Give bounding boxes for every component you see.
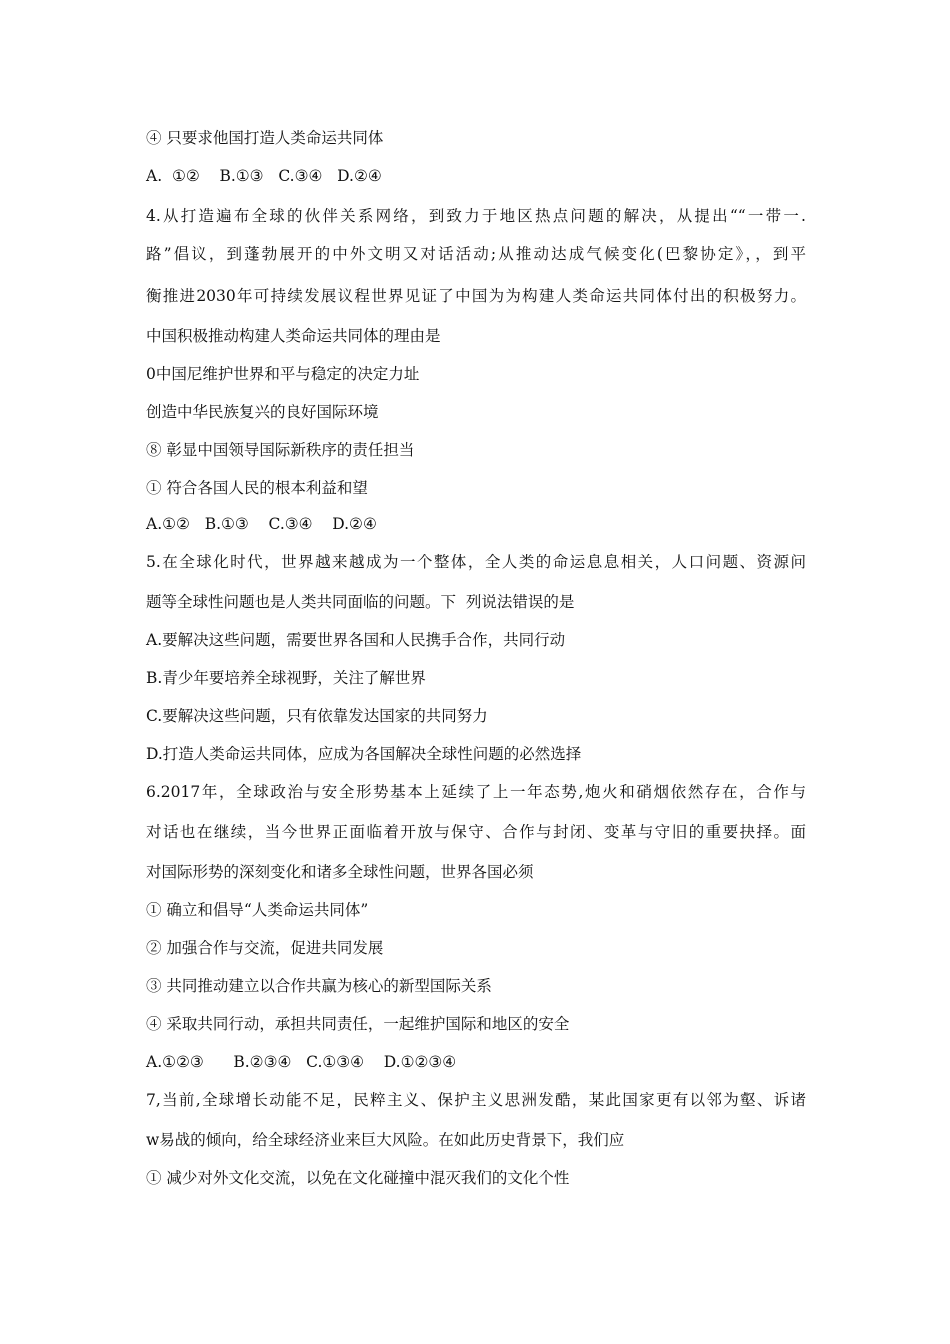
text-line: ④ 只要求他国打造人类命运共同体	[146, 129, 384, 147]
text-line: ② 加强合作与交流，促进共同发展	[146, 939, 384, 957]
text-line: C.要解决这些问题，只有依靠发达国家的共同努力	[146, 707, 488, 725]
text-line: A.①② B.①③ C.③④ D.②④	[146, 515, 377, 533]
text-line: 7,当前,全球增长动能不足，民粹主义、保护主义思洲发酷，某此国家更有以邻为壑、诉诸	[146, 1091, 806, 1109]
text-line: 5.在全球化时代，世界越来越成为一个整体，全人类的命运息息相关，人口问题、资源问	[146, 553, 806, 571]
text-line: 中国积极推动构建人类命运共同体的理由是	[146, 327, 441, 345]
text-line: w易战的倾向，给全球经济业来巨大风险。在如此历史背景下，我们应	[146, 1131, 625, 1149]
text-line: 对话也在继续，当今世界正面临着开放与保守、合作与封闭、变革与守旧的重要抉择。面	[146, 823, 806, 841]
text-line: ① 确立和倡导“人类命运共同体”	[146, 901, 369, 919]
text-line: ① 减少对外文化交流，以免在文化碰撞中混灭我们的文化个性	[146, 1169, 570, 1187]
text-line: 创造中华民族复兴的良好国际环境	[146, 403, 379, 421]
text-line: A. ①② B.①③ C.③④ D.②④	[146, 167, 382, 185]
text-line: 路”倡议，到蓬勃展开的中外文明又对话活动;从推动达成气候变化(巴黎协定》，，到平	[146, 245, 806, 263]
text-line: ① 符合各国人民的根本利益和望	[146, 479, 368, 497]
text-line: 4.从打造遍布全球的伙伴关系网络，到致力于地区热点问题的解决，从提出““一带一.	[146, 207, 806, 225]
text-line: B.青少年要培养全球视野，关注了解世界	[146, 669, 426, 687]
text-line: A.①②③ B.②③④ C.①③④ D.①②③④	[146, 1053, 457, 1071]
text-line: A.要解决这些问题，需要世界各国和人民携手合作，共同行动	[146, 631, 566, 649]
text-line: 0中国尼维护世界和平与稳定的决定力址	[146, 365, 420, 383]
text-line: 对国际形势的深刻变化和诸多全球性问题，世界各国必须	[146, 863, 534, 881]
text-line: ③ 共同推动建立以合作共赢为核心的新型国际关系	[146, 977, 492, 995]
text-line: 6.2017年，全球政治与安全形势基本上延续了上一年态势,炮火和硝烟依然存在，合作与	[146, 783, 806, 801]
text-line: 题等全球性问题也是人类共同面临的问题。下 列说法错误的是	[146, 593, 575, 611]
text-line: ④ 采取共同行动，承担共同责任，一起维护国际和地区的安全	[146, 1015, 570, 1033]
text-line: D.打造人类命运共同体，应成为各国解决全球性问题的必然选择	[146, 745, 582, 763]
text-line: ⑧ 彰显中国领导国际新秩序的责任担当	[146, 441, 415, 459]
text-line: 衡推进2030年可持续发展议程世界见证了中国为为构建人类命运共同体付出的积极努力。	[146, 287, 806, 305]
